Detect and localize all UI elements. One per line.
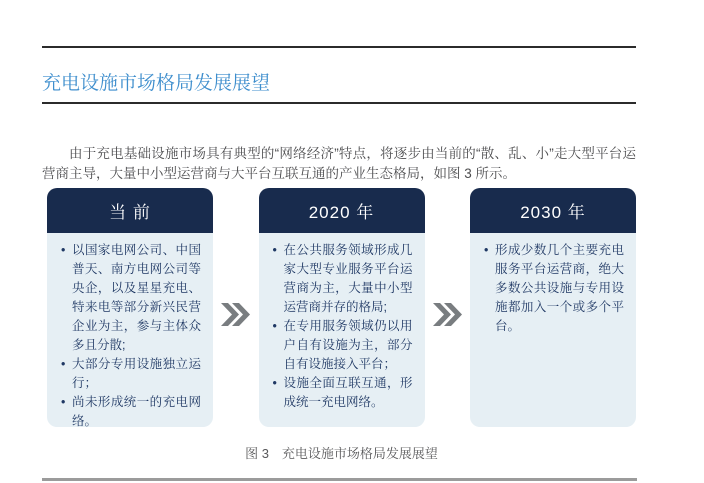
- stage-header-2020: 2020 年: [259, 188, 425, 233]
- stage-card-2030: [470, 188, 636, 427]
- stage-card-2020: [259, 188, 425, 427]
- double-chevron-right-icon: [425, 188, 471, 427]
- stage-bullet-list-2020: [259, 233, 425, 427]
- stage-header-2030: 2030 年: [470, 188, 636, 233]
- stage-bullet: • 在公共服务领域形成几家大型专业服务平台运营商为主，大量中小型运营商并存的格局;: [273, 241, 413, 317]
- double-chevron-right-icon: [213, 188, 259, 427]
- stage-bullet: • 在专用服务领域仍以用户自有设施为主，部分自有设施接入平台；: [273, 317, 413, 374]
- figure-caption: 图 3 充电设施市场格局发展展望: [245, 446, 438, 461]
- title-divider: [42, 102, 636, 104]
- stage-header-current: 当 前: [47, 188, 213, 233]
- intro-paragraph: 由于充电基础设施市场具有典型的“网络经济”特点，将逐步由当前的“散、乱、小”走大型平台运营商主导，大量中小型运营商与大平台互联互通的产业生态格局，如图 3 所示。: [42, 145, 636, 181]
- stage-bullet: • 形成少数几个主要充电服务平台运营商，绝大多数公共设施与专用设施都加入一个或多个平台。: [484, 241, 624, 336]
- stage-bullet: • 尚未形成统一的充电网络。: [61, 393, 201, 427]
- figure-3-diagram: [47, 188, 636, 427]
- page-title: 充电设施市场格局发展展望: [42, 72, 271, 94]
- stage-bullet: • 大部分专用设施独立运行；: [61, 355, 201, 393]
- stage-bullet-list-2030: [470, 233, 636, 427]
- top-divider: [42, 46, 636, 48]
- stage-bullet: • 设施全面互联互通，形成统一充电网络。: [273, 374, 413, 412]
- stage-bullet-list-current: [47, 233, 213, 427]
- stage-bullet: • 以国家电网公司、中国普天、南方电网公司等央企，以及星星充电、特来电等部分新兴民营企业为主，参与主体众多且分散;: [61, 241, 201, 355]
- stage-card-current: [47, 188, 213, 427]
- footer-divider: [42, 478, 637, 481]
